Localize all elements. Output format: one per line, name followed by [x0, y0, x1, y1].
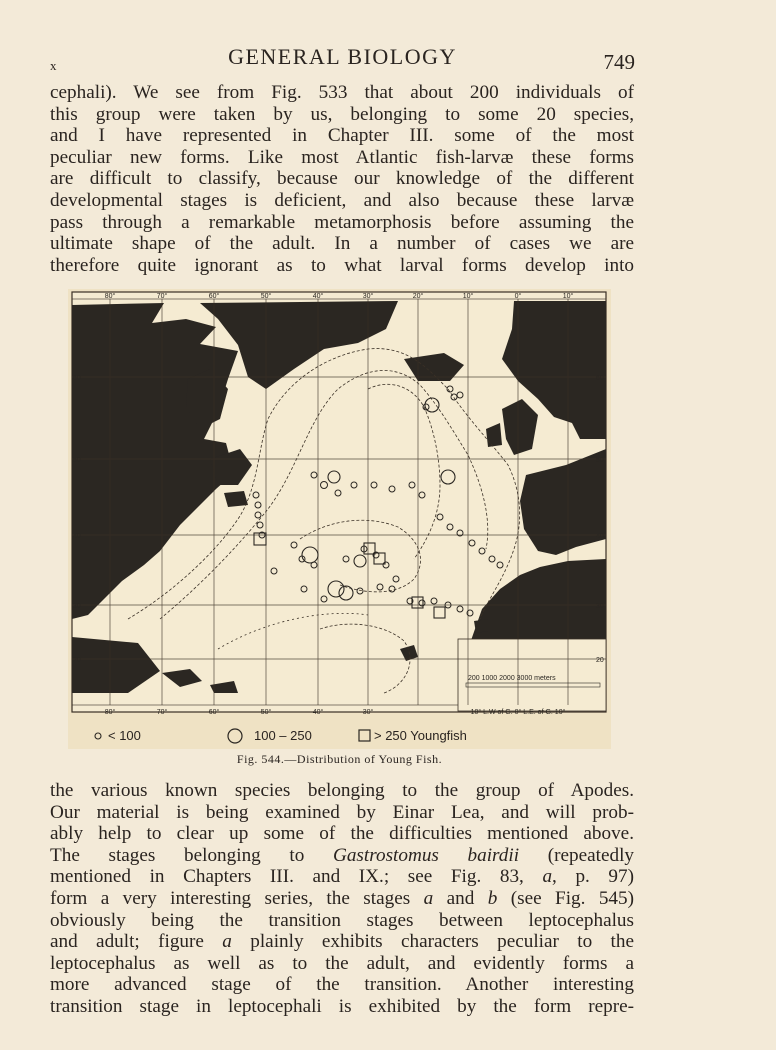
- lat-label-right: 50: [596, 457, 604, 464]
- scale-label: 200 1000 2000 3000 meters: [468, 675, 556, 682]
- text-line: The stages belonging to Gastrostomus bairdii (repeatedly: [50, 844, 635, 866]
- lon-label-top: 50°: [260, 293, 272, 300]
- text-line: ultimate shape of the adult. In a number of cases we are: [50, 233, 634, 255]
- text-line: transition stage in leptocephali is exhibited by the form repre-: [50, 995, 634, 1017]
- square-symbol: [359, 730, 370, 741]
- lon-label-bottom: 80°: [104, 709, 116, 716]
- text-line: developmental stages is deficient, and also because these larvæ: [50, 189, 634, 211]
- lon-label-top: 10°: [562, 293, 574, 300]
- lon-label-top: 30°: [362, 293, 374, 300]
- lon-label-top: 80°: [104, 293, 116, 300]
- text-line: form a very interesting series, the stages a and b (see Fig. 545): [50, 887, 634, 909]
- legend-symbols: [68, 723, 611, 749]
- lat-label-left: 20: [73, 657, 81, 664]
- text-line: this group were taken by us, belonging to some 20 species,: [50, 103, 634, 125]
- signature-mark: x: [50, 58, 57, 73]
- lat-label-left: 50: [73, 457, 81, 464]
- page-number: 749: [603, 50, 635, 74]
- text-line: therefore quite ignorant as to what larval forms develop into: [50, 254, 634, 276]
- lat-label-right: 60: [596, 375, 604, 382]
- text-line: Our material is being examined by Einar Lea, and will prob-: [50, 801, 634, 823]
- lon-label-top: 40°: [312, 293, 324, 300]
- map-svg: [68, 289, 611, 749]
- lon-label-bottom: 60°: [208, 709, 220, 716]
- text-line: obviously being the transition stages between leptocephalus: [50, 909, 634, 931]
- lon-label-top: 10°: [462, 293, 474, 300]
- lon-label-bottom: 40°: [312, 709, 324, 716]
- text-line: more advanced stage of the transition. Another interesting: [50, 974, 634, 996]
- text-line: cephali). We see from Fig. 533 that about 200 individuals of: [50, 82, 634, 103]
- text-line: ably help to clear up some of the difficulties mentioned above.: [50, 823, 634, 845]
- page-header: [50, 44, 635, 74]
- lat-label-left: 60: [73, 375, 81, 382]
- text-line: pass through a remarkable metamorphosis before assuming the: [50, 211, 634, 233]
- lon-label-bottom: 50°: [260, 709, 272, 716]
- running-title: GENERAL BIOLOGY: [228, 44, 457, 69]
- lat-label-right: 40: [596, 533, 604, 540]
- lat-label-left: 30: [73, 603, 81, 610]
- figure-caption: Fig. 544.—Distribution of Young Fish.: [236, 752, 443, 766]
- lon-label-bottom: 30°: [362, 709, 374, 716]
- distribution-map: [68, 289, 611, 749]
- text-line: and adult; figure a plainly exhibits characters peculiar to the: [50, 931, 634, 953]
- text-line: the various known species belonging to the group of Apodes.: [50, 780, 634, 801]
- lon-label-top: 0°: [514, 293, 522, 300]
- lon-label-bottom: 70°: [156, 709, 168, 716]
- lon-label-top: 20°: [412, 293, 424, 300]
- text-line: are difficult to classify, because our knowledge of the different: [50, 168, 634, 190]
- lat-label-left: 40: [73, 533, 81, 540]
- map-legend: [68, 723, 611, 749]
- lat-label-right: 20: [596, 657, 604, 664]
- text-line: leptocephalus as well as to the adult, and evidently forms a: [50, 952, 634, 974]
- lon-label-bottom: 10° L.W of G. 0° L.E. of G. 10°: [470, 709, 566, 716]
- small-circle-symbol: [95, 733, 101, 739]
- text-line: peculiar new forms. Like most Atlantic fish-larvæ these forms: [50, 146, 634, 168]
- large-circle-symbol: [228, 729, 242, 743]
- legend-large: > 250 Youngfish: [374, 728, 467, 743]
- lat-label-right: 30: [596, 603, 604, 610]
- legend-small: < 100: [108, 728, 141, 743]
- text-line: and I have represented in Chapter III. some of the most: [50, 125, 634, 147]
- paragraph-bottom: [50, 780, 634, 1018]
- lon-label-top: 60°: [208, 293, 220, 300]
- species-name: Gastrostomus bairdii: [332, 844, 520, 866]
- text-line: mentioned in Chapters III. and IX.; see Fig. 83, a, p. 97): [50, 866, 635, 888]
- paragraph-top: [50, 82, 634, 276]
- lon-label-top: 70°: [156, 293, 168, 300]
- legend-medium: 100 – 250: [254, 728, 312, 743]
